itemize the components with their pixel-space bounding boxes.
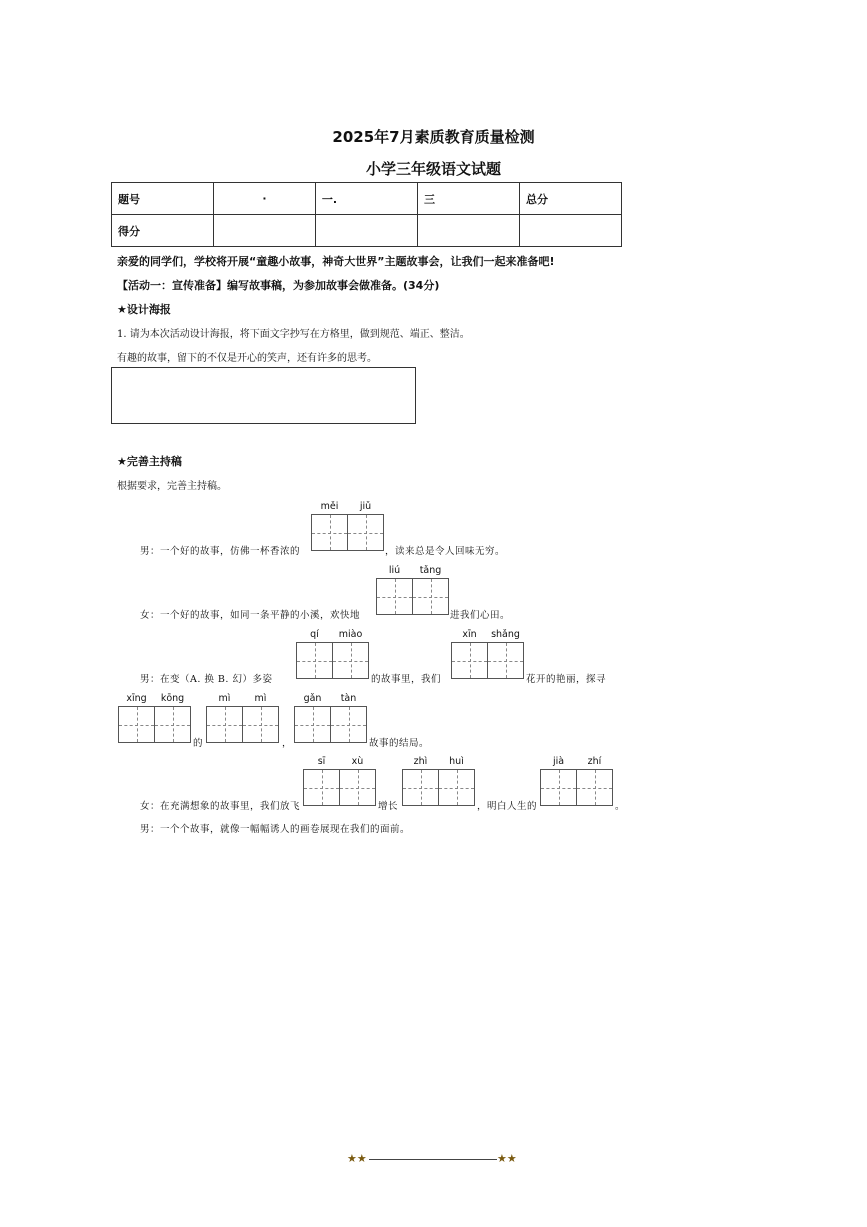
pinyin-label: zhí (587, 756, 602, 767)
exam-subtitle: 小学三年级语文试题 (365, 160, 501, 178)
host-line-3c: 花开的艳丽，探寻 (526, 674, 607, 685)
answer-cell[interactable] (311, 514, 348, 551)
pinyin-label: xīn (462, 629, 477, 640)
answer-cell[interactable] (294, 706, 331, 743)
pinyin-label: mì (254, 693, 267, 704)
answer-grid-liutang[interactable] (376, 578, 449, 615)
host-line-2b: 进我们心田。 (450, 610, 511, 621)
writing-box[interactable] (111, 367, 416, 424)
host-line-4b: ， (282, 738, 293, 749)
host-line-5c: ，明白人生的 (477, 801, 538, 812)
pinyin-label: tàn (340, 693, 357, 704)
score-input-cell[interactable] (214, 215, 316, 247)
pinyin-label: shǎng (491, 629, 520, 640)
pinyin-label: mì (218, 693, 231, 704)
table-cell: 题号 (112, 183, 214, 215)
pinyin-label: jiǔ (359, 501, 372, 512)
score-input-cell[interactable] (519, 215, 621, 247)
copy-text: 有趣的故事，留下的不仅是开心的笑声，还有许多的思考。 (117, 353, 377, 364)
answer-grid-gantan[interactable] (294, 706, 367, 743)
answer-cell[interactable] (206, 706, 243, 743)
answer-grid-sixu[interactable] (303, 769, 376, 806)
pinyin-label: gǎn (303, 693, 322, 704)
answer-cell[interactable] (118, 706, 155, 743)
pinyin-label: sī (317, 756, 326, 767)
pinyin-label: xīng (126, 693, 147, 704)
answer-grid-zhihui[interactable] (402, 769, 475, 806)
table-cell: 得分 (112, 215, 214, 247)
pinyin-label: jià (552, 756, 565, 767)
host-line-4a: 的 (193, 738, 204, 749)
answer-cell[interactable] (339, 769, 376, 806)
host-instruction: 根据要求，完善主持稿。 (117, 481, 227, 492)
answer-cell[interactable] (242, 706, 279, 743)
star-icon-right: ★★ (497, 1152, 517, 1165)
answer-grid-qimiao[interactable] (296, 642, 369, 679)
pinyin-label: qí (310, 629, 319, 640)
pinyin-label: tǎng (419, 565, 442, 576)
table-cell: 一. (315, 183, 417, 215)
pinyin-label: miào (338, 629, 363, 640)
score-table-header-row (112, 183, 622, 215)
intro-text: 亲爱的同学们，学校将开展“童趣小故事，神奇大世界”主题故事会，让我们一起来准备吧! (117, 255, 555, 268)
answer-grid-mimi[interactable] (206, 706, 279, 743)
question-1: 1. 请为本次活动设计海报，将下面文字抄写在方格里，做到规范、端正、整洁。 (117, 329, 470, 340)
score-table-score-row (112, 215, 622, 247)
host-line-5a: 女：在充满想象的故事里，我们放飞 (140, 801, 301, 812)
host-line-3b: 的故事里，我们 (371, 674, 442, 685)
answer-cell[interactable] (332, 642, 369, 679)
table-cell: 总分 (519, 183, 621, 215)
host-line-5d: 。 (615, 801, 626, 812)
answer-cell[interactable] (330, 706, 367, 743)
host-line-3a: 男：在变（A. 换 B. 幻）多姿 (140, 674, 273, 685)
answer-grid-jiazhi[interactable] (540, 769, 613, 806)
host-line-5b: 增长 (378, 801, 399, 812)
poster-heading: ★设计海报 (117, 303, 171, 316)
pinyin-label: zhì (413, 756, 428, 767)
pinyin-label: xù (351, 756, 364, 767)
host-line-1a: 男：一个好的故事，仿佛一杯香浓的 (140, 546, 301, 557)
answer-cell[interactable] (296, 642, 333, 679)
score-input-cell[interactable] (417, 215, 519, 247)
answer-cell[interactable] (154, 706, 191, 743)
answer-cell[interactable] (347, 514, 384, 551)
answer-cell[interactable] (303, 769, 340, 806)
footer-divider (369, 1159, 497, 1160)
host-line-2a: 女：一个好的故事，如同一条平静的小溪，欢快地 (140, 610, 361, 621)
host-heading: ★完善主持稿 (117, 455, 182, 468)
pinyin-label: liú (388, 565, 401, 576)
exam-title: 2025年7月素质教育质量检测 (332, 128, 535, 146)
answer-cell[interactable] (412, 578, 449, 615)
activity-heading: 【活动一：宣传准备】编写故事稿，为参加故事会做准备。(34分) (117, 279, 440, 292)
answer-grid-meijiu[interactable] (311, 514, 384, 551)
table-cell: 三 (417, 183, 519, 215)
answer-cell[interactable] (451, 642, 488, 679)
score-input-cell[interactable] (315, 215, 417, 247)
host-line-1b: ，读来总是令人回味无穷。 (385, 546, 506, 557)
pinyin-label: huì (449, 756, 464, 767)
pinyin-label: kōng (160, 693, 185, 704)
answer-grid-xingkong[interactable] (118, 706, 191, 743)
host-line-6: 男：一个个故事，就像一幅幅诱人的画卷展现在我们的面前。 (140, 824, 411, 835)
table-cell: · (214, 183, 316, 215)
score-table (111, 182, 622, 247)
answer-cell[interactable] (402, 769, 439, 806)
host-line-4c: 故事的结局。 (369, 738, 430, 749)
answer-cell[interactable] (438, 769, 475, 806)
answer-cell[interactable] (487, 642, 524, 679)
answer-cell[interactable] (376, 578, 413, 615)
star-icon-left: ★★ (347, 1152, 367, 1165)
pinyin-label: měi (320, 501, 339, 512)
answer-cell[interactable] (576, 769, 613, 806)
answer-cell[interactable] (540, 769, 577, 806)
answer-grid-xinshang[interactable] (451, 642, 524, 679)
